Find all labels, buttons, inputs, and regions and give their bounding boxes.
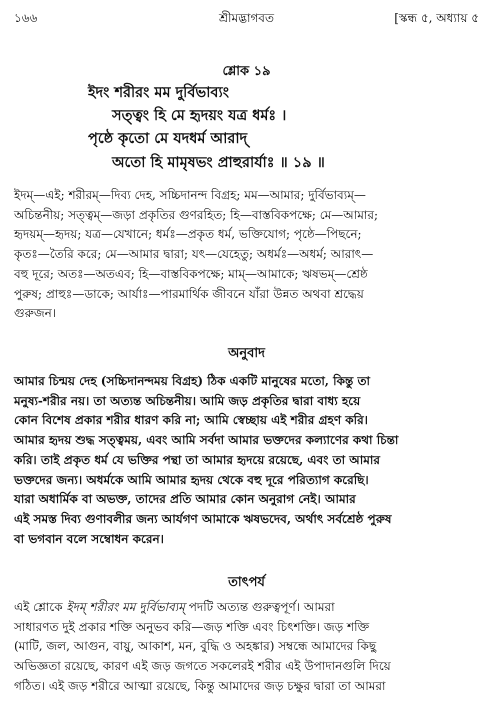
quoted-phrase: ইদম্ শরীরং মম দুর্বিভাব্যম্ — [66, 600, 185, 614]
translation-line: আমার হৃদয় শুদ্ধ সত্ত্বময়, এবং আমি সর্বদা আমার ভক্তদের কল্যাণের কথা চিন্তা — [14, 433, 399, 448]
synonym-line: অচিন্তনীয়; সত্ত্বম্—জড়া প্রকৃতির গুণরহিত; হি—বাস্তবিকপক্ষে; মে—আমার; — [14, 207, 379, 222]
verse-line: পৃষ্ঠে কৃতো মে যদধর্ম আরাদ্ — [88, 130, 248, 147]
purport-line: গঠিত। এই জড় শরীরে আত্মা রয়েছে, কিন্তু আমাদের জড় চক্ষুর দ্বারা তা আমরা — [14, 678, 386, 693]
chapter-reference: [স্কন্ধ ৫, অধ্যায় ৫ — [394, 11, 479, 25]
purport-line — [14, 598, 476, 618]
synonym-line: ইদম্—এই; শরীরম্—দিব্য দেহ, সচ্চিদানন্দ বিগ্রহ; মম—আমার; দুর্বিভাব্যম্— — [14, 188, 366, 202]
page-number: ১৬৬ — [14, 11, 38, 25]
translation-line: ভক্তদের জন্য। অধর্মকে আমি আমার হৃদয় থেকে বহু দূরে পরিত্যাগ করেছি। — [14, 472, 369, 487]
translation-line: আমার চিন্ময় দেহ (সচ্চিদানন্দময় বিগ্রহ) ঠিক একটি মানুষের মতো, কিন্তু তা — [14, 374, 370, 388]
synonyms — [14, 186, 476, 324]
purport-text-run: পদটি অত্যন্ত গুরুত্বপূর্ণ। আমরা — [184, 600, 335, 614]
purport-text-run: এই শ্লোকে — [14, 600, 67, 614]
translation-line: করি। তাই প্রকৃত ধর্ম যে ভক্তির পন্থা তা আমার হৃদয়ে রয়েছে, এবং তা আমার — [14, 452, 380, 467]
translation-line: কোন বিশেষ প্রকার শরীর ধারণ করি না; আমি স্বেচ্ছায় এই শরীর গ্রহণ করি। — [14, 413, 368, 428]
running-header — [14, 10, 479, 30]
verse-line: ইদং শরীরং মম দুর্বিভাব্যং — [88, 84, 229, 101]
purport-title: তাৎপর্য — [228, 575, 265, 590]
verse-line: সত্ত্বং হি মে হৃদয়ং যত্র ধর্মঃ । — [112, 107, 287, 124]
translation-text — [14, 372, 476, 549]
translation-line: এই সমস্ত দিব্য গুণাবলীর জন্য আর্যগণ আমাকে ঋষভদেব, অর্থাৎ সর্বশ্রেষ্ঠ পুরুষ — [14, 511, 392, 526]
verse-number: শ্লোক ১৯ — [222, 64, 271, 79]
purport-line: সাধারণত দুই প্রকার শক্তি অনুভব করি—জড় শক্তি এবং চিৎশক্তি। জড় শক্তি — [14, 619, 370, 634]
translation-line: মনুষ্য-শরীর নয়। তা অত্যন্ত অচিন্তনীয়। আমি জড় প্রকৃতির দ্বারা বাধ্য হয়ে — [14, 393, 361, 408]
purport-line: অভিজ্ঞতা রয়েছে, কারণ এই জড় জগতে সকলেরই শরীর এই উপাদানগুলি দিয়ে — [14, 659, 391, 674]
purport-line: (মাটি, জল, আগুন, বায়ু, আকাশ, মন, বুদ্ধি ও অহঙ্কার) সম্বন্ধে আমাদের কিছু — [14, 639, 377, 654]
purport-text — [14, 598, 476, 697]
synonym-line: কৃতঃ—তৈরি করে; মে—আমার দ্বারা; যৎ—যেহেতু; অধর্মঃ—অধর্ম; আরাৎ— — [14, 247, 374, 262]
translation-line: বা ভগবান বলে সম্বোধন করেন। — [14, 531, 164, 546]
synonym-line: হৃদয়ম্—হৃদয়; যত্র—যেখানে; ধর্মঃ—প্রকৃত ধর্ম, ভক্তিযোগ; পৃষ্ঠে—পিছনে; — [14, 227, 362, 242]
synonym-line: গুরুজন। — [14, 306, 57, 321]
translation-line: যারা অধার্মিক বা অভক্ত, তাদের প্রতি আমার কোন অনুরাগ নেই। আমার — [14, 492, 356, 507]
translation-title: অনুবাদ — [228, 346, 265, 361]
synonym-line: বহু দূরে; অতঃ—অতএব; হি—বাস্তবিকপক্ষে; মাম্—আমাকে; ঋষভম্—শ্রেষ্ঠ — [14, 266, 368, 281]
book-title: শ্রীমদ্ভাগবত — [218, 11, 274, 25]
synonym-line: পুরুষ; প্রাহুঃ—ডাকে; আর্যাঃ—পারমার্থিক জীবনে যাঁরা উন্নত অথবা শ্রদ্ধেয় — [14, 286, 364, 301]
verse-line: অতো হি মামৃষভং প্রাহুরার্যাঃ ॥ ১৯ ॥ — [112, 154, 325, 171]
